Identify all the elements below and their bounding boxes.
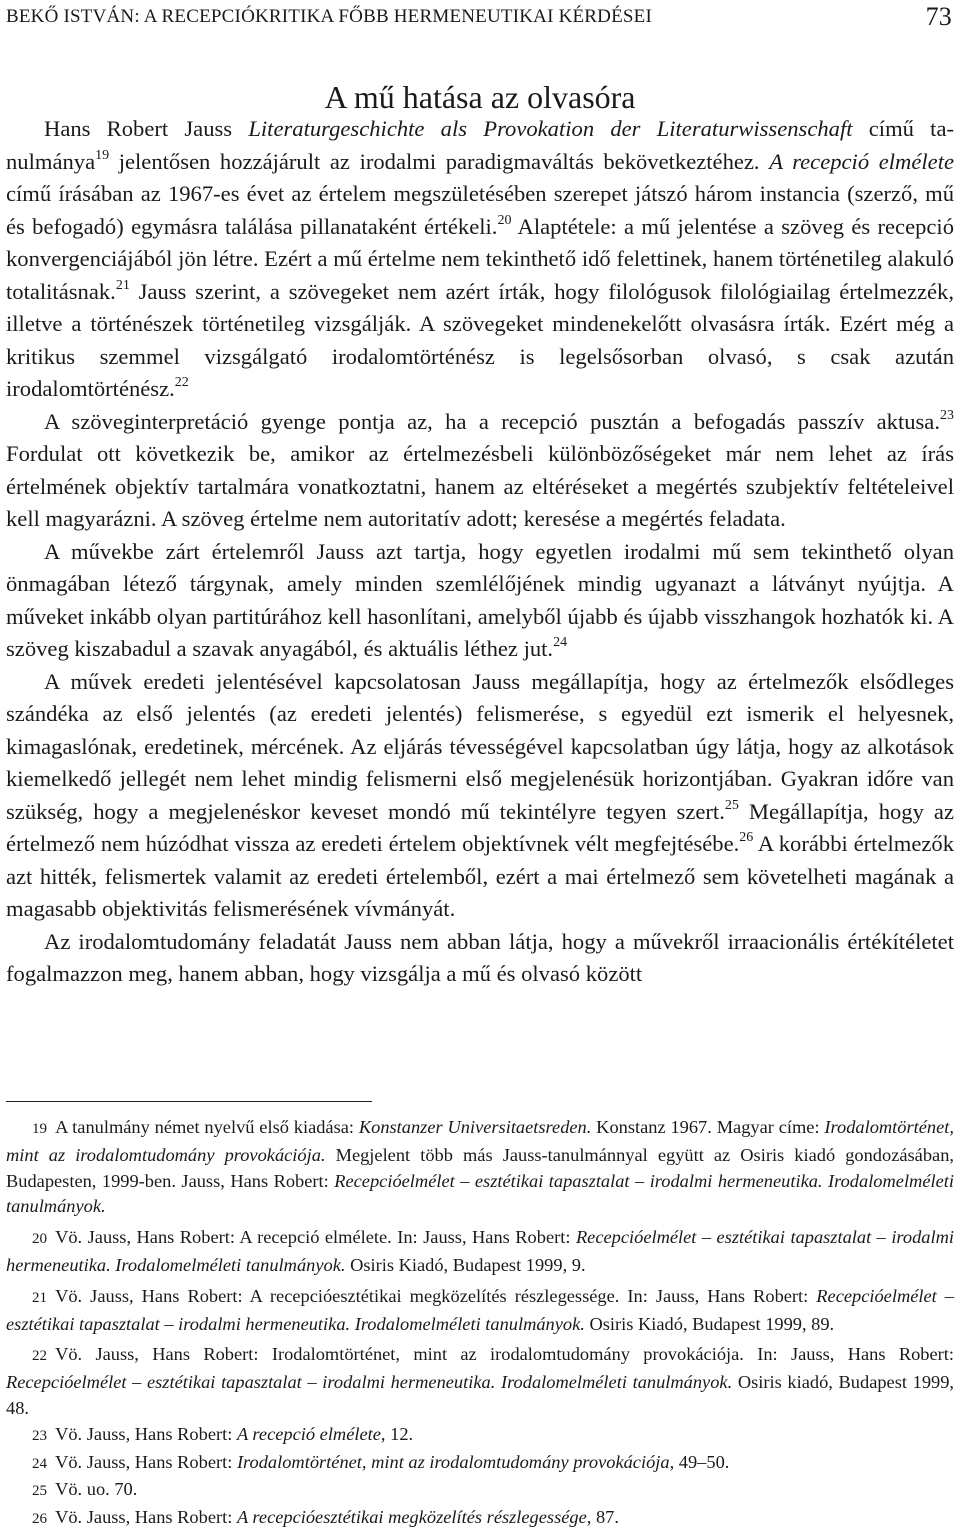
body-paragraph — [6, 536, 954, 666]
body-paragraph — [6, 113, 954, 406]
text-run: Vö. Jauss, Hans Robert: A recepció elmélete. In: Jauss, Hans Robert: — [55, 1227, 576, 1248]
body-text — [6, 113, 954, 991]
italic-text: Recepcióelmélet – esztétikai tapasztalat – irodalmi hermeneutika. Irodalomelméleti tanulmányok. — [6, 1285, 954, 1334]
running-header — [6, 2, 952, 30]
italic-text: Irodalomtörténet, mint az irodalomtudomány provokációja. — [6, 1117, 954, 1165]
footnote-19 — [6, 1115, 954, 1220]
text-run: , 12. — [380, 1423, 414, 1444]
text-run: Vö. uo. 70. — [55, 1479, 138, 1500]
footnote-reference[interactable]: 26 — [739, 830, 754, 846]
text-run: Vö. Jauss, Hans Robert: A recepcióesztétikai megközelítés részlegessége. In: Jauss, Hans Robert: — [55, 1285, 817, 1306]
text-run: , 49–50. — [669, 1451, 730, 1472]
footnote-number: 23 — [32, 1427, 48, 1444]
italic-text: Literaturgeschichte als Provokation der Literaturwissenschaft — [248, 116, 853, 141]
text-run: , 87. — [586, 1507, 619, 1528]
footnote-20 — [6, 1225, 954, 1279]
text-run: Vö. Jauss, Hans Robert: Irodalomtörténet, mint az irodalomtudomány provokációja. In: Jauss, Hans Robert: — [55, 1344, 954, 1365]
text-run: című írásában az 1967-es évet az értelem megszületésében szerepet játszó három instancia (szerző, mű és befogadó) egymásra találása pillanataként értékeli. — [6, 181, 954, 239]
italic-text: A recepció elmélete — [236, 1423, 381, 1444]
footnote-reference[interactable]: 25 — [724, 797, 739, 813]
footnote-reference[interactable]: 22 — [174, 375, 189, 391]
text-run: A művekbe zárt értelemről Jauss azt tartja, hogy egyetlen irodalmi mű sem tekinthető olyan önmagában létező tárgynak, amely minden szemlélőjének mindig ugyanazt a látványt nyújtja. A műveket inkább olyan partitúrához kell hasonlítani, amelyből újabb és újabb visszhangok hozhatók ki. A szöveg kiszabadul a szavak anyagából, és aktuális léthez jut. — [6, 538, 954, 661]
footnote-number: 26 — [32, 1511, 48, 1528]
text-run: Vö. Jauss, Hans Robert: — [55, 1507, 237, 1528]
italic-text: Recepcióelmélet – esztétikai tapasztalat – irodalmi hermeneutika. Irodalomelméleti tanulmányok. — [6, 1227, 954, 1275]
text-run: Alaptétele: a mű jelentése a szöveg és recepció konvergenciájából jön létre. Ezért a mű értelme nem tekinthető idő felettinek, hanem történetileg alakuló totalitásnak. — [6, 213, 954, 304]
footnote-number: 19 — [32, 1121, 48, 1137]
text-run: Megjelent több más Jauss-tanulmánnyal együtt az Osiris kiadó gondozásában, Budapesten, 1999-ben. Jauss, Hans Robert: — [6, 1144, 954, 1191]
footnote-24 — [6, 1450, 954, 1478]
section-title: A mű hatása az olvasóra — [324, 79, 636, 116]
text-run: A művek eredeti jelentésével kapcsolatosan Jauss megállapítja, hogy az értelmezők elsődleges szándéka az első jelentés (az eredeti jelentés) felismerése, s egyedül ezt ismerik el helyesnek, kimagaslónak, eredetinek, mércének. Az eljárás tévességével kapcsolatban úgy látja, hogy az alkotások kiemelkedő jellegét nem lehet mindig felismerni első megjelenésük horizontjában. Gyakran időre van szükség, hogy a megjelenéskor keveset mondó mű tekintélyre tegyen szert. — [6, 668, 954, 824]
footnote-divider — [6, 1101, 372, 1102]
italic-text: Recepcióelmélet – esztétikai tapasztalat – irodalmi hermeneutika. Irodalomelméleti tanulmányok. — [6, 1170, 954, 1217]
italic-text: Irodalomtörténet, mint az irodalomtudomány provokációja — [236, 1451, 670, 1472]
text-run: című tanulmánya — [6, 116, 955, 174]
footnote-number: 22 — [32, 1348, 48, 1365]
body-paragraph — [6, 406, 954, 536]
text-run: Osiris Kiadó, Budapest 1999, 9. — [345, 1254, 586, 1275]
text-run: Osiris Kiadó, Budapest 1999, 89. — [584, 1313, 835, 1334]
text-run: A tanulmány német nyelvű első kiadása: — [55, 1117, 359, 1137]
footnote-reference[interactable]: 19 — [95, 147, 110, 163]
text-run: jelentősen hozzájárult az irodalmi paradigmaváltás bekövetkeztéhez. — [109, 148, 770, 174]
footnote-23 — [6, 1422, 954, 1450]
text-run: Az irodalomtudomány feladatát Jauss nem abban látja, hogy a művekről irraacionális értékítéletet fogalmazzon meg, hanem abban, hogy vizsgálja a mű és olvasó között — [6, 928, 954, 986]
text-run: Konstanz 1967. Magyar címe: — [591, 1117, 825, 1137]
text-run: A szöveginterpretáció gyenge pontja az, ha a recepció pusztán a befogadás passzív aktusa. — [44, 408, 940, 434]
body-paragraph — [6, 666, 954, 926]
footnotes — [6, 1115, 954, 1533]
text-run: A korábbi értelmezők azt hitték, felismertek valamit az eredeti értelemből, ezért a mai értelmező sem követelheti magának a magasabb objektivitás felismerésének vívmányát. — [6, 831, 954, 921]
text-run: Megállapítja, hogy az értelmező nem húzódhat vissza az eredeti értelem objektívnek vélt megfejtésébe. — [6, 798, 954, 856]
footnote-reference[interactable]: 24 — [553, 635, 568, 651]
italic-text: Konstanzer Universitaetsreden. — [358, 1117, 592, 1137]
text-run: Hans Robert Jauss — [44, 116, 249, 141]
footnote-number: 25 — [32, 1483, 48, 1500]
italic-text: A recepció elmélete — [769, 148, 954, 174]
footnote-22 — [6, 1342, 954, 1421]
footnote-number: 24 — [32, 1455, 48, 1472]
footnote-25 — [6, 1477, 954, 1505]
body-paragraph — [6, 926, 954, 991]
text-run: Osiris kiadó, Budapest 1999, 48. — [6, 1372, 955, 1418]
italic-text: A recepcióesztétikai megközelítés részlegessége — [236, 1507, 587, 1528]
footnote-number: 21 — [32, 1289, 48, 1306]
footnote-reference[interactable]: 20 — [497, 212, 512, 228]
text-run: Vö. Jauss, Hans Robert: — [55, 1423, 237, 1444]
footnote-number: 20 — [32, 1231, 48, 1248]
footnote-21 — [6, 1284, 954, 1338]
running-title: BEKŐ ISTVÁN: A RECEPCIÓKRITIKA FŐBB HERMENEUTIKAI KÉRDÉSEI — [6, 6, 652, 27]
document-page — [6, 0, 954, 1529]
footnote-reference[interactable]: 21 — [115, 277, 130, 293]
italic-text: Recepcióelmélet – esztétikai tapasztalat – irodalmi hermeneutika. Irodalomelméleti tanulmányok. — [6, 1372, 733, 1393]
text-run: Fordulat ott következik be, amikor az értelmezésbeli különbözőségeket már nem lehet az írás értelmének objektív tartalmára vonatkoztatni, hanem az eltéréseket a megértés szubjektív feltételeivel kell magyarázni. A szöveg értelme nem autoritatív adott; keresése a megértés feladata. — [6, 441, 954, 531]
text-run: Jauss szerint, a szövegeket nem azért írták, hogy filológusok filológiailag értelmezzék, illetve a történészek történetileg vizsgálják. A szövegeket mindenekelőtt olvasásra írták. Ezért még a kritikus szemmel vizsgálgató irodalomtörténész is legelsősorban olvasó, s csak azután irodalomtörténész. — [6, 278, 954, 401]
text-run: Vö. Jauss, Hans Robert: — [55, 1451, 237, 1472]
footnote-reference[interactable]: 23 — [940, 407, 954, 423]
page-number: 73 — [925, 2, 952, 31]
